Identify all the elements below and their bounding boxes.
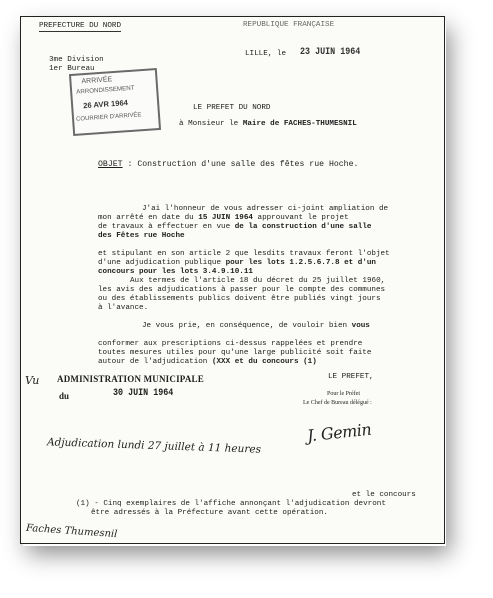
body-text: approuvant le projet [257,214,349,222]
body-text: Je vous prie, en conséquence, de vouloir bien [142,322,348,330]
body-paragraph-2 [98,250,390,277]
pour-le-prefet: Pour le Préfet [327,391,360,397]
le-prefet-label: LE PREFET, [328,373,374,381]
republique-heading: REPUBLIQUE FRANÇAISE [243,21,335,29]
document-page [20,16,445,544]
footnote-line: être adressés à la Préfecture avant cette opération. [91,509,328,517]
body-text: autour de l'adjudication [98,358,208,366]
handwritten-note: Adjudication lundi 27 juillet à 11 heures [46,436,262,456]
admin-title: ADMINISTRATION MUNICIPALE [57,374,204,384]
body-line: ou des établissements publics doivent être publiés vingt jours [98,295,381,303]
decree-date: 15 JUIN 1964 [198,214,253,222]
body-text: de travaux à effectuer en vue [98,223,231,231]
body-line: à l'avance. [98,304,149,312]
body-paragraph-3 [98,277,385,313]
body-line [98,214,388,223]
bureau-label: 1er Bureau [49,65,95,73]
body-line: les avis des adjudications à passer pour le compte des communes [98,286,386,294]
body-text: vous [351,322,370,330]
received-stamp [69,68,161,136]
stamp-line-2: ARRONDISSEMENT [75,84,135,96]
corner-handwriting: Faches Thumesnil [25,522,118,541]
chef-de-bureau: Le Chef de Bureau délégué : [303,400,372,406]
recipient-title: Maire de [242,120,280,128]
division-label: 3me Division [49,56,104,64]
recipient-place: FACHES-THUMESNIL [283,120,357,128]
body-line [98,259,390,268]
body-text: de la construction d'une salle [234,223,372,231]
body-paragraph-1 [98,205,388,241]
date-stamp: 23 JUIN 1964 [300,46,361,58]
recipient-prefix: à Monsieur le [179,120,239,128]
stamp-date: 26 AVR 1964 [82,98,129,111]
body-line: J'ai l'honneur de vous adresser ci-joint ampliation de [142,205,389,213]
admin-date: 30 JUIN 1964 [113,387,174,399]
body-line: Aux termes de l'article 18 du décret du 25 juillet 1960, [130,277,386,285]
body-line: toutes mesures utiles pour qu'une large publicité soit faite [98,349,372,357]
body-line [98,322,371,331]
admin-du-label: du [59,391,70,401]
sender-line: LE PREFET DU NORD [193,104,271,112]
city-date-prefix: LILLE, le [245,50,287,58]
footnote-line: (1) - Cinq exemplaires de l'affiche annonçant l'adjudication devront [76,500,386,508]
objet-line [98,160,358,169]
body-line [98,358,371,367]
stamp-line-1: ARRIVÉE [81,76,113,86]
signature: J. Gemin [306,419,373,446]
body-text: d'une adjudication publique [98,259,222,267]
objet-text: : Construction d'une salle des fêtes rue Hoche. [127,160,359,169]
stamp-line-4: COURRIER D'ARRIVÉE [75,112,142,123]
recipient-line [179,120,357,129]
prefecture-heading: PREFECTURE DU NORD [39,22,122,30]
footnote-insert: et le concours [352,491,416,499]
body-text: (XXX et du concours (1) [211,358,317,366]
vu-mark: Vu [25,374,40,387]
body-line: concours pour les lots 3.4.9.10.11 [98,268,253,276]
objet-label: OBJET [98,160,123,169]
footnote [76,500,386,518]
body-line: et stipulant en son article 2 que lesdits travaux feront l'objet [98,250,390,258]
body-line [98,223,388,232]
body-line: des Fêtes rue Hoche [98,232,185,240]
body-text: pour les lots 1.2.5.6.7.8 et d'un [225,259,376,267]
body-line: conformer aux prescriptions ci-dessus rappelées et prendre [98,340,363,348]
body-text: mon arrêté en date du [98,214,194,222]
body-paragraph-4 [98,322,371,367]
